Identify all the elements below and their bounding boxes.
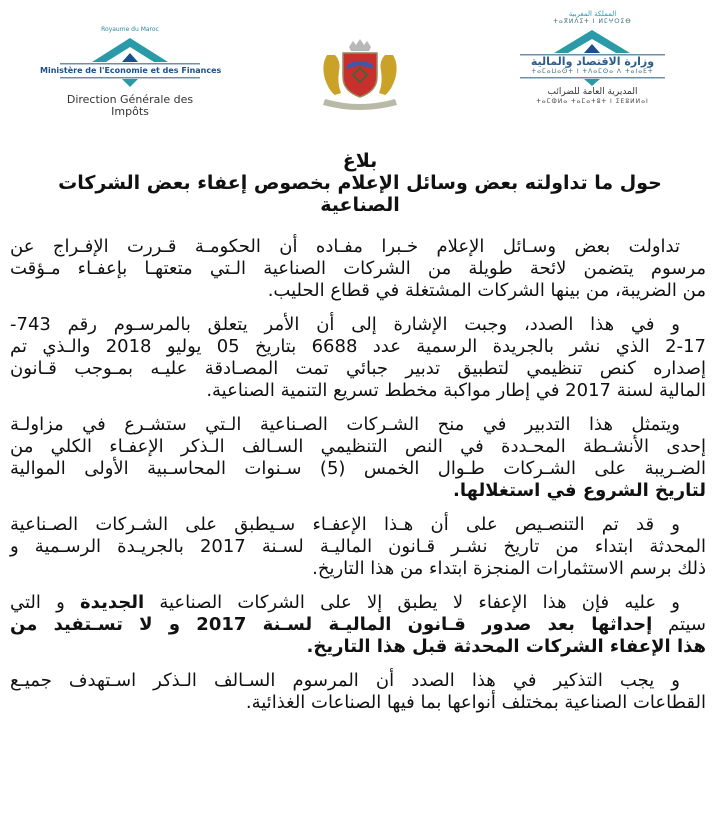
ministry-emblem-icon-right [495,28,690,56]
paragraph-line [10,280,706,302]
paragraph-line [10,236,706,258]
text-run: و يجب التذكير في هذا الصدد أن المرسوم السـالف الـذكر اسـتهدف جميـع [10,670,680,691]
text-run: سيتم [652,614,706,635]
paragraph [0,314,720,402]
paragraph-line [10,436,706,458]
title-subject-line2: الصناعية [320,194,400,216]
paragraph-line [10,614,706,636]
dgi-logo-arabic [495,10,690,135]
dgi-logo-french [40,22,220,132]
text-run: ويتمثل هذا التدبير في منح الشـركات الصـناعية الـتي ستشـرع في مزاولـة [10,414,680,435]
paragraph-line [10,336,706,358]
bold-text: إحداثها بعد صدور قـانون الماليـة لسـنة 2017 و لا تسـتفيد من [10,614,653,635]
letterhead [0,0,720,145]
paragraph [0,414,720,502]
paragraph-line [10,692,706,714]
kingdom-label-tifinagh: ⵜⴰⴳⵍⴷⵉⵜ ⵏ ⵍⵎⵖⵔⵉⴱ [553,18,632,25]
document-title [0,150,720,216]
ministry-emblem-icon [40,36,220,66]
direction-name-tifinagh: ⵜⴰⵎⵀⵍⴰ ⵜⴰⵎⴰⵜⵓⵜ ⵏ ⵉⴹⵓⵍⵍⴰⵏ [536,98,649,105]
emblem-base-icon-right [495,76,690,87]
text-run: القطاعات الصناعية بمختلف أنواعها بما فيها الصناعات الغذائية. [245,692,706,713]
paragraph-line [10,314,706,336]
ministry-name-fr: Ministère de l'Economie et des Finances [40,66,222,75]
text-run: إصداره كنص تنظيمي لتطبيق تدبير جبائي تمت المصـادقة عليـه بمـوجب قـانون [10,358,706,379]
royal-coat-of-arms-icon [305,35,415,115]
paragraph-line [10,458,706,480]
text-run: الضـريبة على الشـركات طـوال الخمس (5) سـنوات المحاسـبية الأولى الموالية [10,458,706,479]
title-subject-line1: حول ما تداولته بعض وسائل الإعلام بخصوص إعفاء بعض الشركات [58,172,662,194]
direction-name-fr-line2: Impôts [111,105,149,118]
direction-name-ar: المديرية العامة للضرائب [547,87,638,97]
paragraph-line [10,558,706,580]
text-run: و قد تم التنصـيص على أن هـذا الإعفـاء سـيطبق على الشـركات الصـناعية [10,514,680,535]
ministry-name-tifinagh: ⵜⴰⵎⴰⵡⴰⵙⵜ ⵏ ⵜⴷⴰⵎⵙⴰ ⴷ ⵜⴰⵏⴰⴹⵜ [531,68,654,75]
paragraph-line [10,670,706,692]
text-run: إحدى الأنشـطة المحـددة في النص التنظيمي السـالف الـذكر الإعفـاء الكلي من [10,436,706,457]
paragraph [0,592,720,658]
paragraph [0,236,720,302]
kingdom-label-ar: المملكة المغربية [568,10,617,18]
text-run: المحدثة ابتداء من تاريخ نشـر قـانون الماليـة لسـنة 2017 بالجريـدة الرسـمية و [10,536,706,557]
bold-text: هذا الإعفاء الشركات المحدثة قبل هذا التاريخ. [306,636,706,657]
press-release [0,150,720,714]
paragraph [0,670,720,714]
paragraph-line [10,514,706,536]
text-run: ذلك برسم الاستثمارات المنجزة ابتداء من هذا التاريخ. [312,558,706,579]
bold-text: لتاريخ الشروع في استغلالها. [453,480,706,501]
text-run: و التي [10,592,81,613]
document-body [0,236,720,714]
paragraph-line [10,358,706,380]
paragraph-line [10,592,706,614]
title-communique: بلاغ [342,150,378,172]
text-run: 2-17 الذي نشر بالجريدة الرسمية عدد 6688 بتاريخ 05 يوليو 2018 والـذي تم [10,336,706,357]
ministry-name-ar: وزارة الاقتصاد والمالية [530,55,655,68]
text-run: و في هذا الصدد، وجبت الإشارة إلى أن الأمر يتعلق بالمرسـوم رقم 743- [10,314,680,335]
paragraph-line [10,258,706,280]
text-run: و عليه فإن هذا الإعفاء لا يطبق إلا على الشركات الصناعية [144,592,681,613]
paragraph-line [10,536,706,558]
bold-text: الجديدة [80,592,145,613]
paragraph-line [10,380,706,402]
paragraph-line [10,414,706,436]
paragraph-line [10,480,706,502]
text-run: مرسوم يتضمن لائحة طويلة من الشركات الصناعية الـتي متعتهـا بإعفـاء مـؤقت [10,258,706,279]
text-run: من الضريبة، من بينها الشركات المشتغلة في قطاع الحليب. [267,280,706,301]
emblem-base-icon [40,76,220,88]
text-run: تداولت بعض وسـائل الإعلام خـبرا مفـاده أن الحكومـة قـررت الإفـراج عن [10,236,680,257]
paragraph-line [10,636,706,658]
text-run: المالية لسنة 2017 في إطار مواكبة مخطط تسريع التنمية الصناعية. [206,380,706,401]
direction-name-fr-line1: Direction Générale des [66,93,194,106]
paragraph [0,514,720,580]
kingdom-label-fr: Royaume du Maroc [101,26,159,33]
